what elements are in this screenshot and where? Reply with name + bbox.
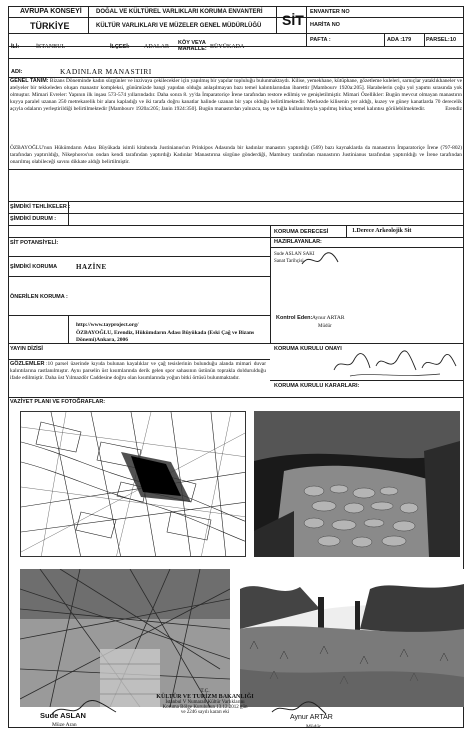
row-divider: [8, 58, 464, 59]
header-divider: [384, 33, 385, 46]
stamp-line4: ve 2246 sayılı kararı eki: [180, 710, 230, 715]
prepared-by-name: Sude ASLAN SAKI: [274, 252, 315, 257]
province-value: İSTANBUL: [36, 44, 66, 50]
current-owner-value: HAZİNE: [76, 263, 107, 271]
block-label: ADA :: [387, 37, 403, 43]
prepared-by-signature: [300, 250, 340, 275]
header-divider: [276, 6, 277, 33]
sources-label: YAYIN DİZİSİ: [10, 346, 43, 352]
current-threats-label: ŞİMDİKİ TEHLİKELER :: [10, 204, 71, 210]
village-label: KÖY VEYA MAHALLE:: [178, 40, 207, 52]
region-label: AVRUPA KONSEYİ: [20, 8, 82, 15]
current-status-label: ŞİMDİKİ DURUM :: [10, 216, 57, 222]
protection-grade-label: KORUMA DERECESİ: [274, 229, 329, 235]
row-divider: [8, 237, 270, 238]
erendiz-note: Erendiz: [445, 106, 462, 112]
stamp-line2: İstanbul V Numaralı Kültür Varlıklarını: [165, 700, 245, 705]
header-divider: [8, 33, 464, 34]
province-label: İLİ:: [11, 44, 20, 50]
row-divider: [8, 343, 464, 344]
column-divider: [270, 225, 271, 343]
left-sign-title: Müze Aran: [52, 722, 77, 728]
prepared-by-title: Sanat Tarihçisi: [274, 259, 304, 264]
row-divider: [8, 256, 270, 257]
site-name-value: KADINLAR MANASTIRI: [60, 67, 152, 76]
photo-overgrown-ruins: [20, 569, 230, 707]
board-decisions-label: KORUMA KURULU KARARLARI:: [274, 383, 360, 389]
header-divider: [306, 17, 464, 18]
general-info-label: GENEL TANIM:: [10, 78, 49, 84]
row-divider: [8, 397, 464, 398]
site-plan-map: [20, 411, 246, 557]
proposed-protection-label: ÖNERİLEN KORUMA :: [10, 294, 68, 300]
block-value: 179: [402, 37, 412, 43]
prepared-by-label: HAZIRLAYANLAR:: [274, 239, 322, 245]
row-divider: [270, 247, 464, 248]
sources-book: ÖZBAYOĞLU, Erendiz, Hükümdarın Adası Büyükada (Eski Çağ ve Bizans Dönemi)Ankara, 2006: [76, 330, 255, 343]
column-divider: [68, 315, 69, 343]
site-name-label: ADI:: [11, 69, 23, 75]
row-divider: [270, 237, 464, 238]
right-sign-title: Müdür: [306, 724, 321, 730]
village-value: BÜYÜKADA: [210, 44, 245, 50]
sheet-label: PAFTA :: [310, 37, 331, 43]
row-divider: [8, 359, 270, 360]
header-divider: [88, 6, 89, 33]
row-divider: [8, 276, 270, 277]
parcel-value: 10: [450, 37, 457, 43]
notes-label: GÖZLEMLER: [10, 361, 45, 367]
row-divider: [270, 380, 464, 381]
current-owner-label: ŞİMDİKİ KORUMA: [10, 264, 58, 270]
sources-url: http://www.tayproject.org/: [76, 322, 139, 328]
figures-label: VAZİYET PLANI VE FOTOĞRAFLAR:: [10, 399, 106, 405]
row-divider: [8, 315, 270, 316]
row-divider: [8, 201, 464, 202]
general-info-block: [10, 78, 462, 113]
parcel-label: PARSEL:: [426, 37, 450, 43]
controlled-by-name: Aynur ARTAR: [312, 315, 345, 321]
site-potential-label: SİT POTANSİYELİ:: [10, 240, 59, 246]
controlled-by-title: Müdür: [318, 324, 332, 329]
column-divider: [346, 225, 347, 237]
header-divider: [306, 6, 307, 46]
inventory-no-label: ENVANTER NO: [310, 9, 350, 15]
ministry-stamp: [120, 688, 290, 715]
row-divider: [8, 225, 464, 226]
district-value: ADALAR: [144, 44, 169, 50]
ministry-name: KÜLTÜR VARLIKLARI VE MÜZELER GENEL MÜDÜRLÜĞÜ: [96, 23, 262, 29]
stamp-line3: Koruma Bölge Kurulunun 13.12.2012 gün: [162, 705, 248, 710]
general-info-text: Bizans Döneminde kadın sürgünler ve inzivaya çekilecekler için yapılmış bir yapılar topluluğu bulunmaktaydı. Kilise, yemekhane, kütüphane, gözetleme kuleleri, sarnıçlar yataklıkhaneler ve atelyeler bir tekkeleden oluşan manastır kompleksi, günümüzde bangi yapıdan olduğu anlaşılmayan bazı temel kalıntılarından ibarettir [Mambourv 1920a:205]. Harabelerin çoğu yol yapımı sırasında yok olmuştur. Mimari Evreler: Yapının ilk inşası 573-574 yıllarındadır. Daha sonra 8. yy'da İmparatoriçe İrene tarafından restore edilmiş ve genişletilmiştir. Mimari Özellikler: Bugün mevcut olmayan manastırın kuyya paralel uzanan 250 metrekarelik bir alanı kapladığı ve iki tarafa doğru kanatlar halinde uzanan bir yapı olduğu belirtilmektedir. Merkezde kilisenin yer aldığı, kuzey ve güney kanatlarda 70 derecelik açıyla odaların yerleştirildiği belirtilmektedir [Mambourv 1920a:205; Janin 1924:350]. Bugün manastırdan yalnızca, taş ve tuğla kullanılmıyla yapılmış birkaç temel kalıntısı görülebilmektedir.: [10, 78, 462, 112]
history-text: ÖZBAYOĞLU'nun Hükümdarın Adası Büyükada isimli kitabında Justinianus'un Prinkipos Adasında bir kadınlar manastırı yaptırdığı (569) bazı kaynaklarda da manastırın İmparatoriçe İrene (797-802) tarafından yaptırıldığı, Nikephoros'un ondan kendi tarafından yaptırdığı Kadınlar Manastırına sürgüne gönderdiği, Mambury tarafından manastırın Justinianus tarafından yaptırıldığı ve İrene tarafından onarılmış olabileceği savını dikkate aldığı belirtilmiştir.: [10, 145, 462, 165]
site-type: SİT: [282, 12, 304, 28]
inventory-title: DOĞAL VE KÜLTÜREL VARLIKLARI KORUMA ENVANTERİ: [96, 9, 263, 15]
stamp-tc: T.C.: [200, 688, 210, 694]
photo-landscape: [240, 569, 464, 707]
controlled-by-label: Kontrol Eden:: [276, 315, 313, 321]
notes-text: :10 parsel üzerinde kıyıda bulunan kayalıklar ve çağ tesislerinin bulunduğu alanda mimari duvar kalıntılarına rastlanılmıştır. Aynı parselin üst kısımlarında derik gelen spor sahasının üstünün toprakla doldurulduğu ifade edilmiştir. Daha üst Yılmazdör Caddesine doğru olan kısımlarında yoğun bitki örtüsü bulunmaktadır.: [10, 361, 266, 381]
row-divider: [8, 213, 464, 214]
row-divider: [8, 169, 464, 170]
left-sign-name: Sude ASLAN: [40, 711, 86, 720]
right-sign-name: Aynur ARTAR: [290, 714, 333, 721]
photo-rubble-wall: [254, 411, 460, 557]
header-divider: [424, 33, 425, 46]
board-approval-label: KORUMA KURULU ONAYI: [274, 346, 342, 352]
country-label: TÜRKİYE: [30, 21, 70, 31]
map-no-label: HARİTA NO: [310, 22, 340, 28]
stamp-line1: KÜLTÜR VE TURİZM BAKANLIĞI: [156, 694, 254, 700]
district-label: İLÇESİ:: [110, 44, 130, 50]
protection-grade-value: 1.Derece Arkeolojik Sit: [352, 228, 412, 234]
